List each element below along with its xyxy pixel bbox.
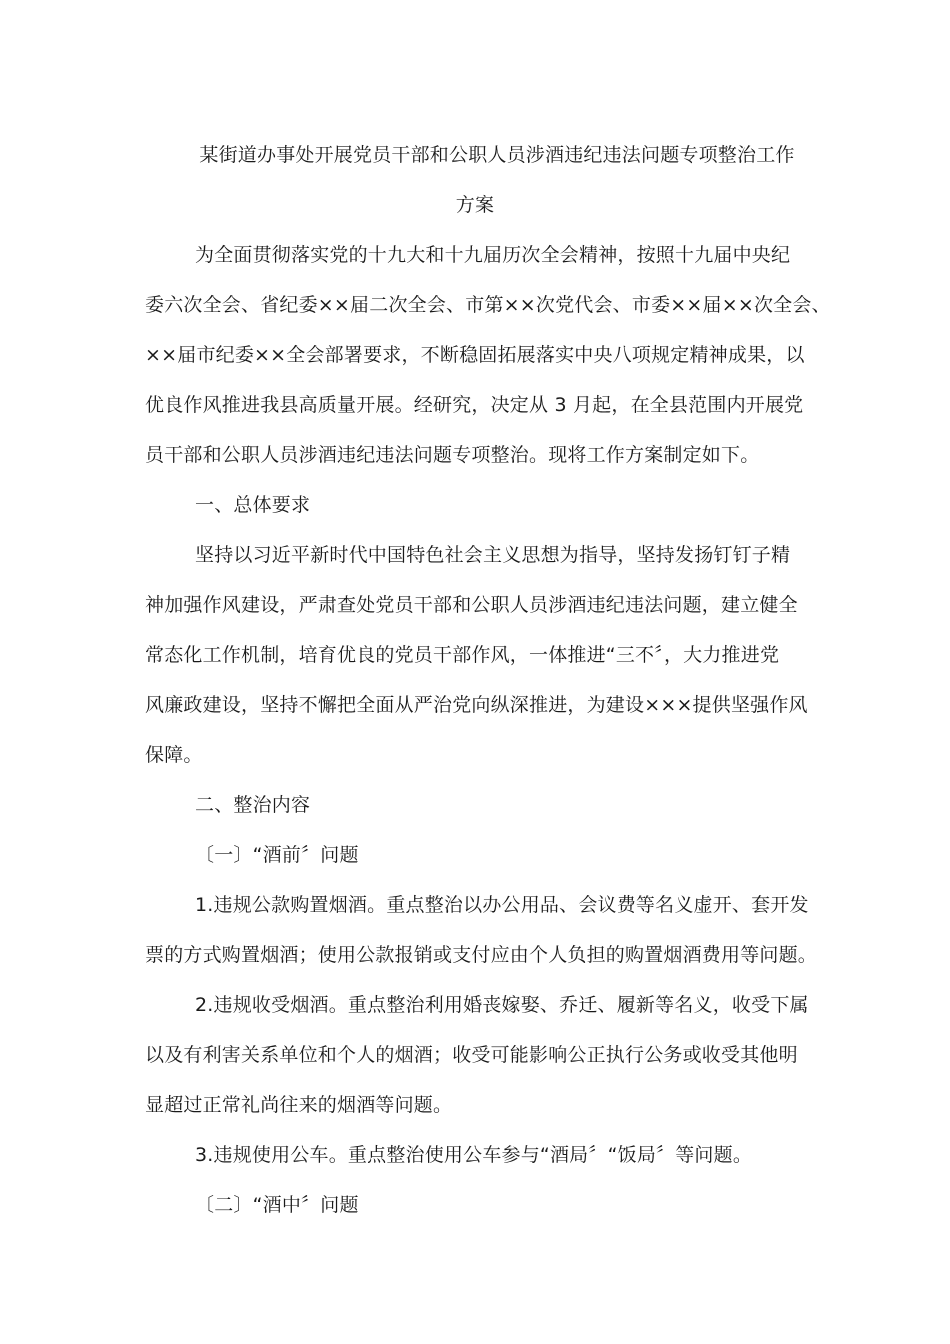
intro-line-5: 员干部和公职人员涉酒违纪违法问题专项整治。现将工作方案制定如下。	[145, 444, 760, 466]
item-1-line-2: 票的方式购置烟酒；使用公款报销或支付应由个人负担的购置烟酒费用等问题。	[145, 944, 818, 966]
subsection-2-heading: 〔二〕“酒中〞问题	[195, 1194, 359, 1216]
item-2-line-3: 显超过正常礼尚往来的烟酒等问题。	[145, 1094, 453, 1116]
section-1-line-1: 坚持以习近平新时代中国特色社会主义思想为指导，坚持发扬钉钉子精	[195, 544, 791, 566]
intro-line-2: 委六次全会、省纪委××届二次全会、市第××次党代会、市委××届××次全会、	[145, 294, 831, 316]
item-1-line-1: 1.违规公款购置烟酒。重点整治以办公用品、会议费等名义虚开、套开发	[195, 894, 809, 916]
intro-line-1: 为全面贯彻落实党的十九大和十九届历次全会精神，按照十九届中央纪	[195, 244, 791, 266]
item-3-line-1: 3.违规使用公车。重点整治使用公车参与“酒局〞“饭局〞等问题。	[195, 1144, 753, 1166]
section-2-heading: 二、整治内容	[195, 794, 311, 816]
subsection-1-heading: 〔一〕“酒前〞问题	[195, 844, 359, 866]
intro-line-4: 优良作风推进我县高质量开展。经研究，决定从 3 月起，在全县范围内开展党	[145, 394, 804, 416]
item-2-line-1: 2.违规收受烟酒。重点整治利用婚丧嫁娶、乔迁、履新等名义，收受下属	[195, 994, 809, 1016]
section-1-line-4: 风廉政建设，坚持不懈把全面从严治党向纵深推进，为建设×××提供坚强作风	[145, 694, 808, 716]
document-title-line-2: 方案	[455, 194, 495, 216]
section-1-heading: 一、总体要求	[195, 494, 311, 516]
section-1-line-2: 神加强作风建设，严肃查处党员干部和公职人员涉酒违纪违法问题，建立健全	[145, 594, 798, 616]
document-body	[145, 130, 831, 1230]
intro-line-3: ××届市纪委××全会部署要求，不断稳固拓展落实中央八项规定精神成果，以	[145, 344, 805, 366]
section-1-line-5: 保障。	[145, 744, 203, 766]
section-1-line-3: 常态化工作机制，培育优良的党员干部作风，一体推进“三不〞，大力推进党	[145, 644, 780, 666]
item-2-line-2: 以及有利害关系单位和个人的烟酒；收受可能影响公正执行公务或收受其他明	[145, 1044, 798, 1066]
document-title-line-1: 某街道办事处开展党员干部和公职人员涉酒违纪违法问题专项整治工作	[199, 144, 795, 166]
